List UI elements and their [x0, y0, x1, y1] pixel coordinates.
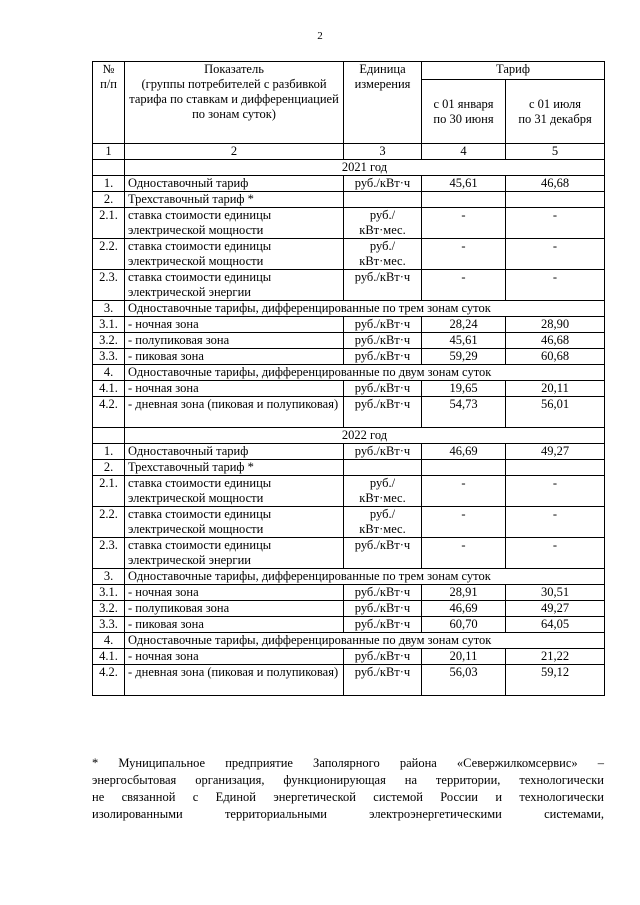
row-value1: 46,69 — [422, 601, 506, 617]
year-row — [93, 428, 605, 444]
row-number: 2.3. — [93, 270, 125, 301]
row-value1: 54,73 — [422, 397, 506, 428]
row-unit: руб./кВт·ч — [344, 601, 422, 617]
row-unit: руб./кВт·ч — [344, 381, 422, 397]
year-label: 2021 год — [125, 160, 605, 176]
row-unit — [344, 192, 422, 208]
row-unit: руб./кВт·ч — [344, 333, 422, 349]
header-indicator: Показатель (группы потребителей с разбивкой тарифа по ставкам и дифференциацией по зонам суток) — [125, 62, 344, 144]
table-body — [93, 160, 605, 696]
table-row — [93, 507, 605, 538]
footnote — [92, 755, 604, 823]
row-number: 4. — [93, 633, 125, 649]
row-number: 1. — [93, 444, 125, 460]
row-indicator: ставка стоимости единицы электрической мощности — [125, 208, 344, 239]
row-indicator: Одноставочный тариф — [125, 444, 344, 460]
row-number: 1. — [93, 176, 125, 192]
row-value1: 45,61 — [422, 176, 506, 192]
table-row — [93, 176, 605, 192]
table-row — [93, 349, 605, 365]
table-row — [93, 476, 605, 507]
table-row — [93, 460, 605, 476]
table-row — [93, 585, 605, 601]
table-row — [93, 239, 605, 270]
row-value2: 20,11 — [506, 381, 605, 397]
row-value1: - — [422, 476, 506, 507]
table-row — [93, 538, 605, 569]
row-value2 — [506, 192, 605, 208]
row-number: 2.1. — [93, 476, 125, 507]
row-value2: 64,05 — [506, 617, 605, 633]
row-value1: 28,24 — [422, 317, 506, 333]
row-value2: - — [506, 208, 605, 239]
row-unit: руб./кВт·ч — [344, 665, 422, 696]
row-unit: руб./кВт·ч — [344, 617, 422, 633]
row-number: 3.3. — [93, 617, 125, 633]
row-value1: - — [422, 208, 506, 239]
table-row — [93, 192, 605, 208]
row-value1: - — [422, 270, 506, 301]
row-indicator: - пиковая зона — [125, 349, 344, 365]
row-unit: руб./кВт·мес. — [344, 208, 422, 239]
row-number: 3.3. — [93, 349, 125, 365]
row-number: 3.2. — [93, 333, 125, 349]
row-value2: 28,90 — [506, 317, 605, 333]
row-unit: руб./кВт·ч — [344, 270, 422, 301]
row-value1: - — [422, 538, 506, 569]
row-unit — [344, 460, 422, 476]
row-value2: 30,51 — [506, 585, 605, 601]
col-num-3: 3 — [344, 144, 422, 160]
table-row — [93, 317, 605, 333]
row-value2: 49,27 — [506, 444, 605, 460]
row-indicator: Трехставочный тариф * — [125, 192, 344, 208]
table-row — [93, 444, 605, 460]
row-unit: руб./кВт·мес. — [344, 507, 422, 538]
row-indicator: ставка стоимости единицы электрической мощности — [125, 507, 344, 538]
col-num-1: 1 — [93, 144, 125, 160]
row-number: 2.2. — [93, 507, 125, 538]
row-unit: руб./кВт·ч — [344, 444, 422, 460]
row-value1: 20,11 — [422, 649, 506, 665]
row-value2: 56,01 — [506, 397, 605, 428]
row-unit: руб./кВт·ч — [344, 349, 422, 365]
row-value1: 28,91 — [422, 585, 506, 601]
row-indicator: ставка стоимости единицы электрической мощности — [125, 476, 344, 507]
row-value2: - — [506, 507, 605, 538]
row-value2: - — [506, 538, 605, 569]
table-row — [93, 665, 605, 696]
row-number: 2. — [93, 192, 125, 208]
row-indicator: - ночная зона — [125, 381, 344, 397]
header-period2: с 01 июля по 31 декабря — [506, 80, 605, 144]
row-value1: 60,70 — [422, 617, 506, 633]
row-indicator: - ночная зона — [125, 649, 344, 665]
row-group-title: Одноставочные тарифы, дифференцированные по трем зонам суток — [125, 301, 605, 317]
row-number: 4.2. — [93, 665, 125, 696]
year-row — [93, 160, 605, 176]
table-row — [93, 633, 605, 649]
footnote-line: энергосбытовая организация, функционирующая на территории, технологически — [92, 773, 604, 787]
row-unit: руб./кВт·мес. — [344, 476, 422, 507]
row-indicator: Трехставочный тариф * — [125, 460, 344, 476]
row-number: 2.1. — [93, 208, 125, 239]
table-row — [93, 617, 605, 633]
page-number: 2 — [317, 30, 323, 42]
row-indicator: - дневная зона (пиковая и полупиковая) — [125, 397, 344, 428]
row-value1: - — [422, 507, 506, 538]
row-value2: 46,68 — [506, 176, 605, 192]
header-unit: Единица измерения — [344, 62, 422, 144]
row-unit: руб./кВт·ч — [344, 649, 422, 665]
row-number: 3. — [93, 301, 125, 317]
row-number: 2. — [93, 460, 125, 476]
row-value1 — [422, 192, 506, 208]
row-group-title: Одноставочные тарифы, дифференцированные по двум зонам суток — [125, 365, 605, 381]
row-value1 — [422, 460, 506, 476]
row-unit: руб./кВт·ч — [344, 317, 422, 333]
row-indicator: Одноставочный тариф — [125, 176, 344, 192]
row-group-title: Одноставочные тарифы, дифференцированные по трем зонам суток — [125, 569, 605, 585]
row-value2 — [506, 460, 605, 476]
row-value1: 19,65 — [422, 381, 506, 397]
row-value1: 45,61 — [422, 333, 506, 349]
table-row — [93, 301, 605, 317]
col-num-2: 2 — [125, 144, 344, 160]
table-row — [93, 365, 605, 381]
row-indicator: - пиковая зона — [125, 617, 344, 633]
row-value2: 46,68 — [506, 333, 605, 349]
row-number: 2.2. — [93, 239, 125, 270]
row-number: 4.1. — [93, 381, 125, 397]
row-indicator: - дневная зона (пиковая и полупиковая) — [125, 665, 344, 696]
tariff-table — [92, 61, 605, 696]
table-row — [93, 333, 605, 349]
row-indicator: - ночная зона — [125, 585, 344, 601]
row-value1: - — [422, 239, 506, 270]
row-value2: 60,68 — [506, 349, 605, 365]
footnote-line: изолированными территориальными электроэнергетическими системами, — [92, 807, 604, 821]
row-unit: руб./кВт·мес. — [344, 239, 422, 270]
year-empty-cell — [93, 428, 125, 444]
row-unit: руб./кВт·ч — [344, 538, 422, 569]
row-indicator: ставка стоимости единицы электрической мощности — [125, 239, 344, 270]
row-indicator: - ночная зона — [125, 317, 344, 333]
table-row — [93, 270, 605, 301]
row-number: 2.3. — [93, 538, 125, 569]
row-number: 4.2. — [93, 397, 125, 428]
row-group-title: Одноставочные тарифы, дифференцированные по двум зонам суток — [125, 633, 605, 649]
row-number: 3.1. — [93, 585, 125, 601]
row-unit: руб./кВт·ч — [344, 397, 422, 428]
row-unit: руб./кВт·ч — [344, 176, 422, 192]
row-value1: 59,29 — [422, 349, 506, 365]
row-value1: 46,69 — [422, 444, 506, 460]
row-value2: - — [506, 239, 605, 270]
table-row — [93, 397, 605, 428]
row-indicator: ставка стоимости единицы электрической энергии — [125, 270, 344, 301]
row-value2: 21,22 — [506, 649, 605, 665]
table-row — [93, 208, 605, 239]
row-number: 3.2. — [93, 601, 125, 617]
col-num-5: 5 — [506, 144, 605, 160]
row-value2: - — [506, 270, 605, 301]
row-value1: 56,03 — [422, 665, 506, 696]
row-indicator: ставка стоимости единицы электрической энергии — [125, 538, 344, 569]
footnote-line: не связанной с Единой энергетической системой России и технологически — [92, 790, 604, 804]
header-num: № п/п — [93, 62, 125, 144]
row-number: 4.1. — [93, 649, 125, 665]
col-num-4: 4 — [422, 144, 506, 160]
table-row — [93, 601, 605, 617]
table-row — [93, 381, 605, 397]
row-value2: - — [506, 476, 605, 507]
row-indicator: - полупиковая зона — [125, 601, 344, 617]
header-period1: с 01 января по 30 июня — [422, 80, 506, 144]
table-row — [93, 649, 605, 665]
year-label: 2022 год — [125, 428, 605, 444]
footnote-line: * Муниципальное предприятие Заполярного района «Севержилкомсервис» – — [92, 756, 604, 770]
table-row — [93, 569, 605, 585]
row-value2: 59,12 — [506, 665, 605, 696]
row-number: 3.1. — [93, 317, 125, 333]
row-unit: руб./кВт·ч — [344, 585, 422, 601]
header-tariff: Тариф — [422, 62, 605, 80]
row-indicator: - полупиковая зона — [125, 333, 344, 349]
row-number: 3. — [93, 569, 125, 585]
row-value2: 49,27 — [506, 601, 605, 617]
row-number: 4. — [93, 365, 125, 381]
year-empty-cell — [93, 160, 125, 176]
